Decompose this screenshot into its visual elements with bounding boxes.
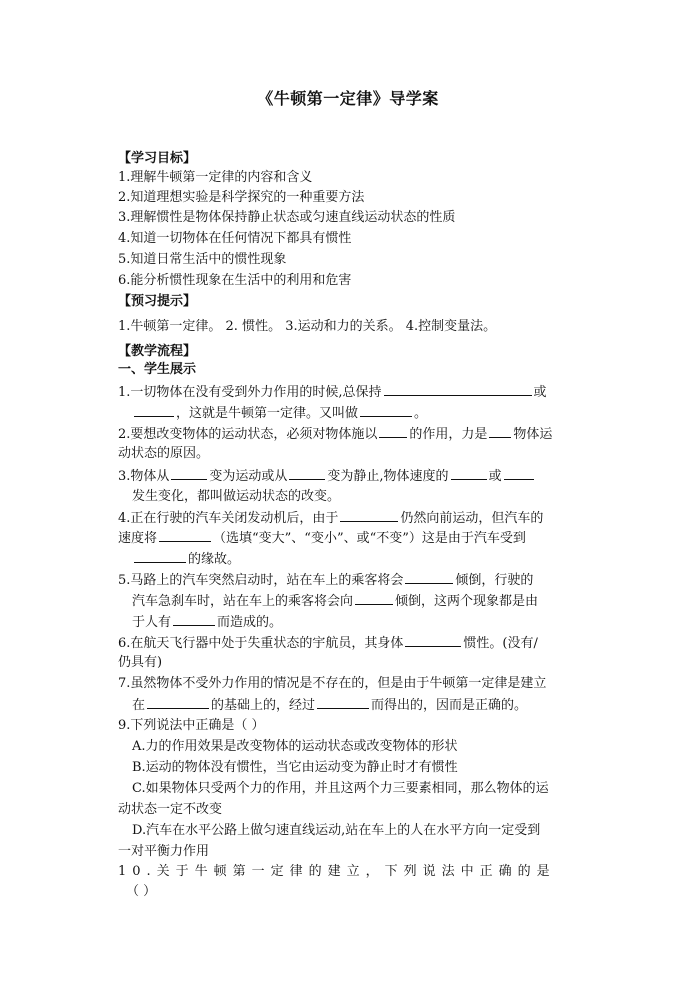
preview-heading: 【预习提示】 [118,294,197,309]
question-3-line-2: 发生变化，都叫做运动状态的改变。 [132,489,341,504]
q1-text-c: ，这就是牛顿第一定律。又叫做 [176,406,359,421]
q5-text-b: 倾倒，行驶的 [455,573,534,588]
q5-blank-2[interactable] [355,591,393,605]
question-1-line-1 [118,382,547,402]
q7-text-b: 在 [132,698,146,713]
q2-text-b: 的作用，力是 [409,427,488,442]
question-10-line-1: 10.关于牛顿第一定律的建立，下列说法中正确的是 [118,864,556,879]
q2-text-c: 物体运 [513,427,553,442]
q1-blank-2[interactable] [134,403,174,417]
q3-text-a: 3.物体从 [118,469,170,484]
q5-text-a: 5.马路上的汽车突然启动时，站在车上的乘客将会 [118,573,404,588]
q5-text-c: 汽车急刹车时，站在车上的乘客将会向 [132,594,354,609]
question-10-line-2: （ ） [126,884,157,899]
question-5-line-2 [132,591,538,611]
section-student-display: 一、学生展示 [118,362,197,377]
question-9-stem: 9.下列说法中正确是（ ） [118,718,265,733]
question-5-line-1 [118,570,533,590]
question-6-line-1 [118,633,538,653]
q6-text-b: 惯性。(没有/ [463,636,538,651]
q3-blank-1[interactable] [171,466,207,480]
question-4-line-2 [118,528,526,548]
goal-item-3: 3.理解惯性是物体保持静止状态或匀速直线运动状态的性质 [118,210,456,225]
q3-blank-2[interactable] [289,466,325,480]
q5-blank-3[interactable] [173,612,215,626]
question-9-option-a: A.力的作用效果是改变物体的运动状态或改变物体的形状 [132,739,458,754]
q4-blank-2[interactable] [159,528,211,542]
question-9-option-c-line-1: C.如果物体只受两个力的作用，并且这两个力三要素相同，那么物体的运 [132,781,549,796]
question-9-option-b: B.运动的物体没有惯性，当它由运动变为静止时才有惯性 [132,760,458,775]
page-title: 《牛顿第一定律》导学案 [257,89,439,108]
q1-blank-1[interactable] [384,382,532,396]
question-9-option-d-line-1: D.汽车在水平公路上做匀速直线运动,站在车上的人在水平方向一定受到 [132,823,541,838]
q3-text-b: 变为运动或从 [209,469,288,484]
q4-text-d: （选填“变大”、“变小”、或“不变”）这是由于汽车受到 [213,531,526,546]
question-7-line-2 [132,695,527,715]
q7-text-d: 而得出的，因而是正确的。 [371,698,528,713]
goals-heading: 【学习目标】 [118,151,197,166]
q6-blank-1[interactable] [405,633,461,647]
question-7-line-1: 7.虽然物体不受外力作用的情况是不存在的，但是由于牛顿第一定律是建立 [118,676,547,691]
q1-text-d: 。 [414,406,428,421]
q3-text-d: 或 [488,469,502,484]
question-4-line-3 [132,549,240,569]
question-6-line-2: 仍具有) [118,655,163,670]
goal-item-1: 1.理解牛顿第一定律的内容和含义 [118,170,313,185]
q3-blank-4[interactable] [504,466,534,480]
q1-blank-3[interactable] [360,403,412,417]
q3-blank-3[interactable] [451,466,487,480]
q7-text-c: 的基础上的，经过 [211,698,316,713]
q4-blank-3[interactable] [134,549,186,563]
q1-text-b: 或 [533,385,547,400]
question-1-line-2 [132,403,427,423]
q4-text-e: 的缘故。 [188,552,241,567]
q5-text-f: 而造成的。 [217,615,283,630]
goal-item-4: 4.知道一切物体在任何情况下都具有惯性 [118,231,352,246]
q5-text-d: 倾倒，这两个现象都是由 [395,594,539,609]
question-5-line-3 [132,612,282,632]
q7-blank-2[interactable] [317,695,369,709]
q4-text-b: 仍然向前运动，但汽车的 [400,511,544,526]
preview-text: 1.牛顿第一定律。 2. 惯性。 3.运动和力的关系。 4.控制变量法。 [118,319,497,334]
question-3-line-1 [118,466,536,486]
q2-blank-2[interactable] [489,424,511,438]
goal-item-6: 6.能分析惯性现象在生活中的利用和危害 [118,273,352,288]
q6-text-a: 6.在航天飞行器中处于失重状态的宇航员，其身体 [118,636,404,651]
process-heading: 【教学流程】 [118,344,197,359]
question-2-line-2: 动状态的原因。 [118,446,210,461]
q1-text-a: 1.一切物体在没有受到外力作用的时候,总保持 [118,385,382,400]
q4-text-c: 速度将 [118,531,158,546]
question-4-line-1 [118,508,543,528]
q5-blank-1[interactable] [405,570,453,584]
q3-text-c: 变为静止,物体速度的 [327,469,449,484]
question-2-line-1 [118,424,552,444]
question-9-option-d-line-2: 一对平衡力作用 [118,844,210,859]
q4-text-a: 4.正在行驶的汽车关闭发动机后，由于 [118,511,339,526]
q4-blank-1[interactable] [340,508,398,522]
q5-text-e: 于人有 [132,615,172,630]
goal-item-2: 2.知道理想实验是科学探究的一种重要方法 [118,190,365,205]
q7-blank-1[interactable] [147,695,209,709]
question-9-option-c-line-2: 动状态一定不改变 [118,802,223,817]
q2-blank-1[interactable] [379,424,407,438]
goal-item-5: 5.知道日常生活中的惯性现象 [118,252,287,267]
q2-text-a: 2.要想改变物体的运动状态，必须对物体施以 [118,427,378,442]
